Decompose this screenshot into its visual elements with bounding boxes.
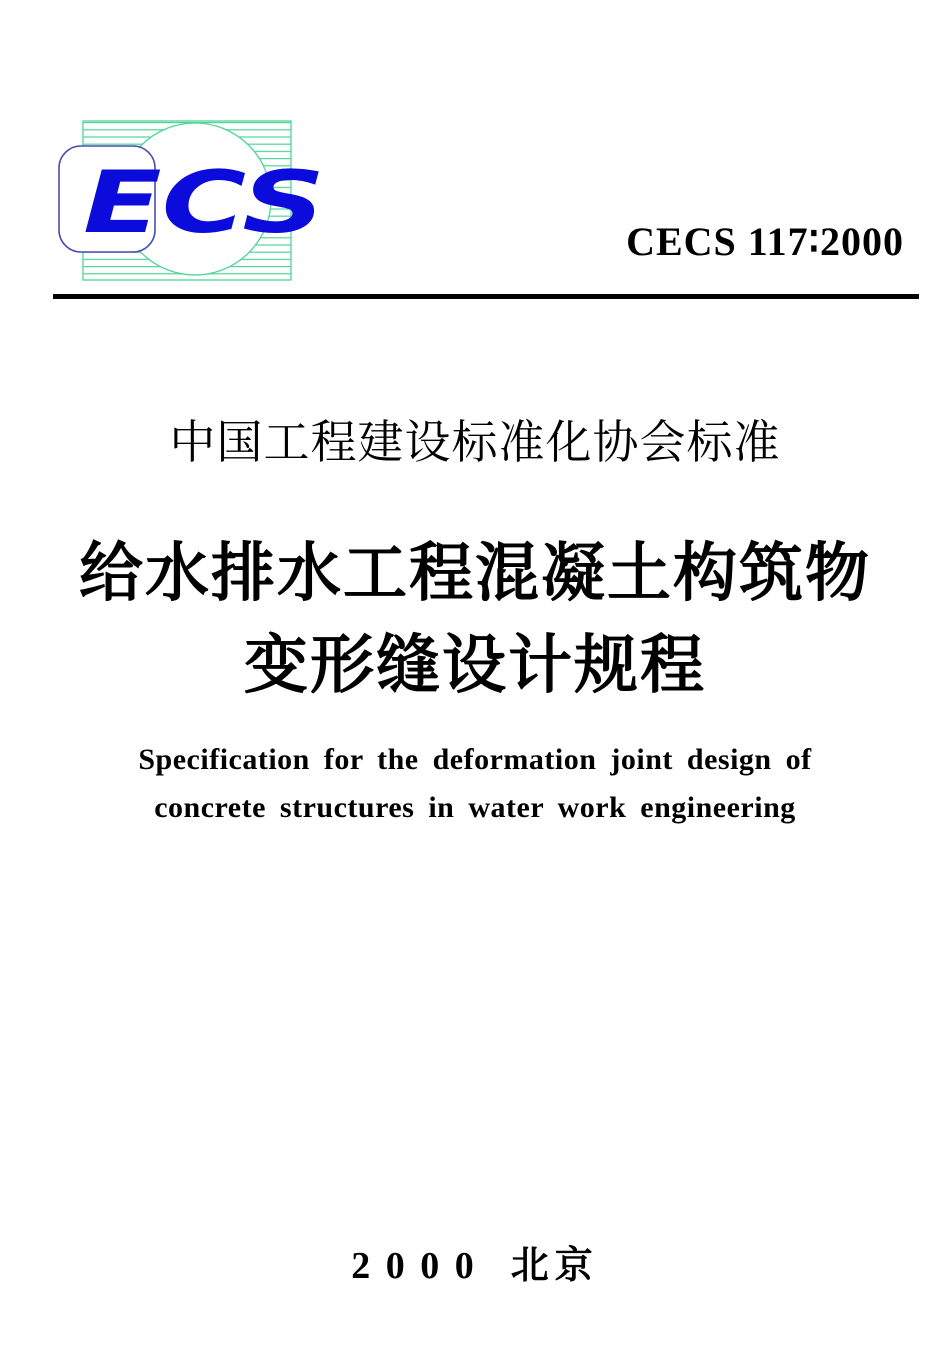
english-title (0, 736, 950, 832)
publication-year: 2 0 0 0 (351, 1245, 477, 1287)
english-title-line1: Specification for the deformation joint design of (138, 743, 812, 776)
header-rule (53, 294, 919, 299)
cecs-logo (50, 110, 340, 290)
association-standard-title: 中国工程建设标准化协会标准 (169, 415, 781, 469)
publication-city: 北京 (510, 1245, 599, 1287)
standard-number: CECS 117∶2000 (626, 219, 904, 264)
main-title (0, 528, 950, 712)
main-title-line2: 变形缝设计规程 (244, 629, 706, 703)
main-title-line1: 给水排水工程混凝土构筑物 (79, 537, 871, 611)
ecs-logo-graphic (50, 110, 340, 290)
english-title-line2: concrete structures in water work engineering (154, 791, 796, 824)
imprint-line (0, 1244, 950, 1288)
logo-letters: ECS (83, 153, 325, 253)
